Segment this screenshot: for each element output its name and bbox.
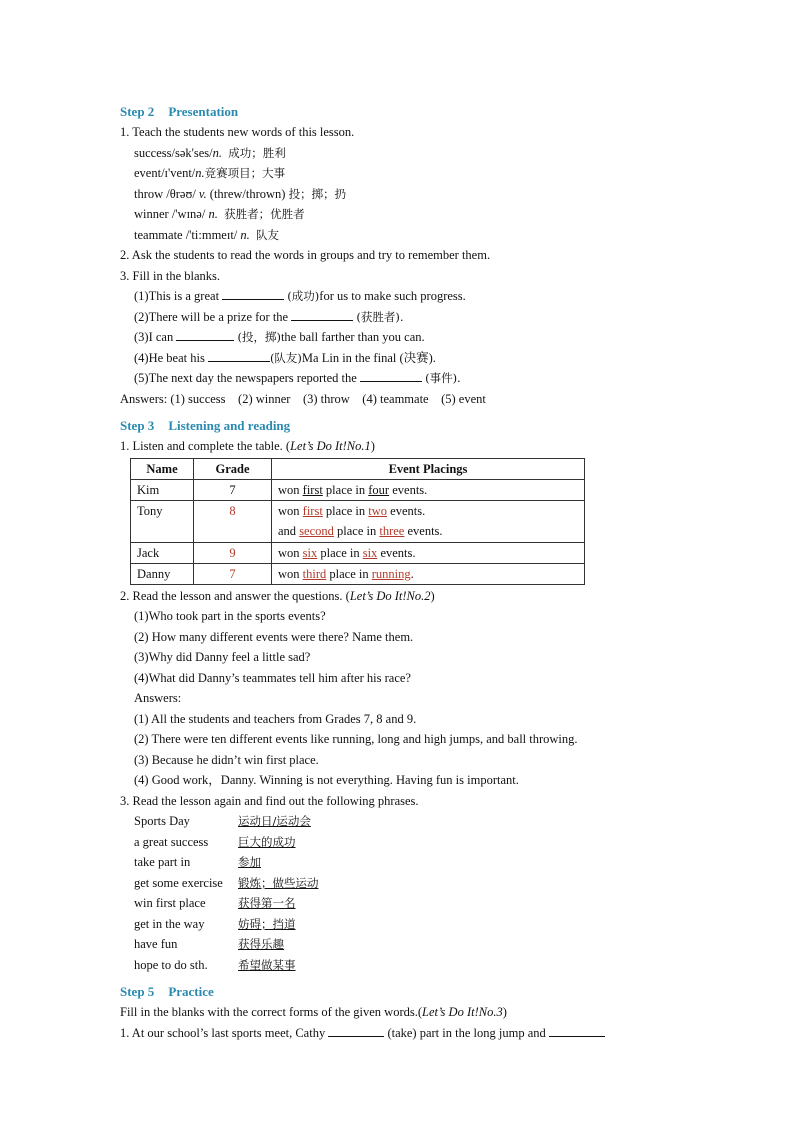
event-table [130, 458, 585, 585]
question: (4)What did Danny’s teammates tell him after his race? [134, 670, 411, 685]
vocab-item: event/ɪ'vent/n.竞赛项目；大事 [134, 166, 286, 180]
question: (3)Why did Danny feel a little sad? [134, 650, 311, 664]
blank-item: (3)I can (投，掷)the ball farther than you can. [120, 327, 680, 348]
table-row: Kim 7 won first place in four events. [131, 479, 585, 500]
table-row: Tony 8 won first place in two events. and second place in three events. [131, 500, 585, 542]
document-page [120, 95, 680, 1043]
step3-item3: 3. Read the lesson again and find out the following phrases. [120, 793, 419, 808]
question: (1)Who took part in the sports events? [134, 609, 326, 623]
step3-item1: 1. Listen and complete the table. (Let’s Do It!No.1) [120, 439, 375, 453]
blank-item: (4)He beat his (队友)Ma Lin in the final (决赛). [120, 348, 680, 369]
vocab-item: throw /θrəʊ/ v. (threw/thrown) 投；掷；扔 [134, 186, 347, 201]
blank-item: (5)The next day the newspapers reported the (事件). [120, 368, 680, 389]
answer-blank [176, 327, 234, 341]
step3-heading: Step 3 Listening and reading [120, 418, 291, 433]
phrase-item: get some exercise 锻炼；做些运动 [134, 875, 319, 890]
answer-blank [328, 1023, 384, 1037]
step2-heading: Step 2 Presentation [120, 104, 239, 119]
question: (2) How many different events were there? Name them. [134, 629, 414, 644]
answer: (2) There were ten different events like running, long and high jumps, and ball throwing. [134, 732, 578, 746]
phrase-item: win first place 获得第一名 [134, 896, 296, 910]
step2-item1: 1. Teach the students new words of this lesson. [120, 125, 355, 139]
answer-blank [208, 348, 270, 362]
phrase-item: Sports Day 运动日/运动会 [134, 814, 311, 828]
vocab-item: winner /'wɪnə/ n. 获胜者；优胜者 [134, 207, 305, 221]
answer-blank [549, 1023, 605, 1037]
answer-blank [222, 286, 284, 300]
answer-blank [291, 307, 353, 321]
table-header-row: Name Grade Event Placings [131, 458, 585, 479]
table-row: Danny 7 won third place in running. [131, 563, 585, 584]
step3-item2: 2. Read the lesson and answer the questions. (Let’s Do It!No.2) [120, 588, 435, 603]
answer-blank [360, 368, 422, 382]
step2-answers: Answers: (1) success (2) winner (3) throw (4) teammate (5) event [120, 391, 486, 406]
answer: (1) All the students and teachers from Grades 7, 8 and 9. [134, 711, 417, 726]
answers-label: Answers: [134, 691, 182, 705]
answer: (3) Because he didn’t win first place. [134, 752, 319, 767]
phrase-item: a great success 巨大的成功 [134, 834, 296, 849]
table-row: Jack 9 won six place in six events. [131, 542, 585, 563]
step5-intro: Fill in the blanks with the correct forms of the given words.(Let’s Do It!No.3) [120, 1005, 507, 1019]
vocab-item: teammate /'ti:mmeɪt/ n. 队友 [134, 227, 280, 242]
phrase-item: get in the way 妨碍；挡道 [134, 916, 296, 931]
phrase-item: take part in 参加 [134, 855, 261, 869]
answer: (4) Good work，Danny. Winning is not everything. Having fun is important. [134, 773, 519, 787]
step2-item2: 2. Ask the students to read the words in groups and try to remember them. [120, 248, 491, 262]
blank-item: (1)This is a great (成功)for us to make such progress. [120, 286, 680, 307]
step5-heading: Step 5 Practice [120, 984, 214, 999]
phrase-item: hope to do sth. 希望做某事 [134, 957, 296, 972]
step5-question1: 1. At our school’s last sports meet, Cathy (take) part in the long jump and [120, 1023, 680, 1044]
phrase-item: have fun 获得乐趣 [134, 937, 284, 951]
vocab-item: success/sək'ses/n. 成功；胜利 [134, 145, 286, 160]
blank-item: (2)There will be a prize for the (获胜者). [120, 307, 680, 328]
step2-item3: 3. Fill in the blanks. [120, 268, 220, 283]
